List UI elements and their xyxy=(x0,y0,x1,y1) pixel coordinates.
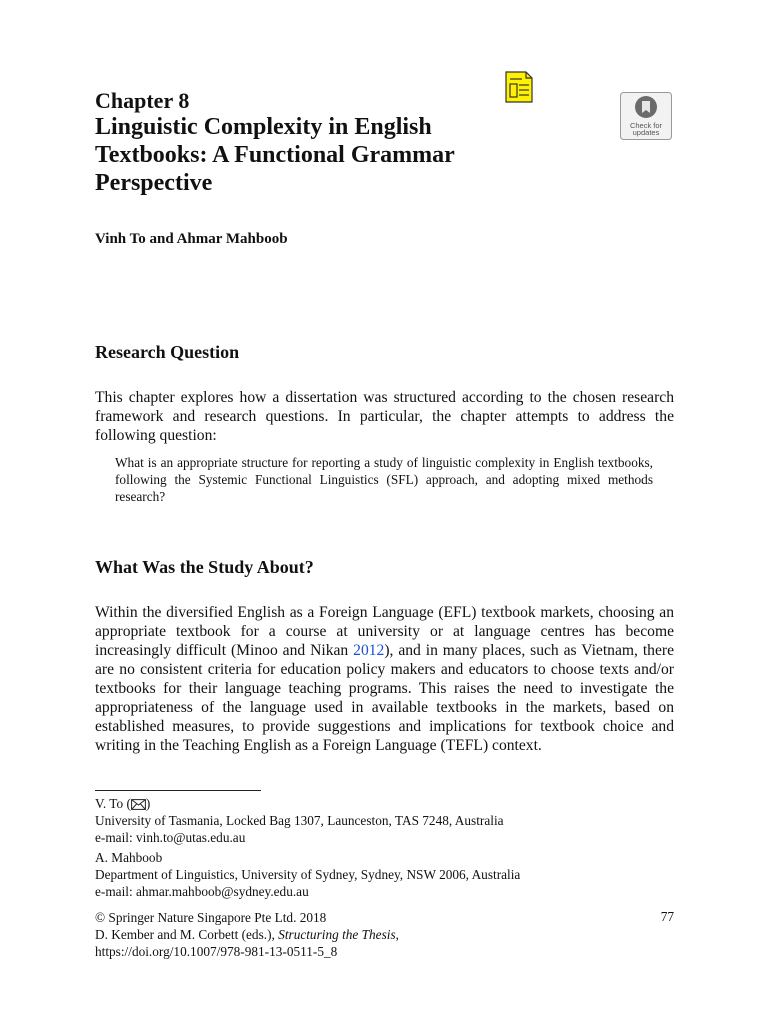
copyright: © Springer Nature Singapore Pte Ltd. 2018 xyxy=(95,910,327,925)
chapter-title: Linguistic Complexity in English Textbooks: A Functional Grammar Perspective xyxy=(95,114,455,196)
research-question-quote: What is an appropriate structure for reporting a study of linguistic complexity in English textbooks, following the Systemic Functional Linguistics (SFL) approach, and adopting mixed methods research? xyxy=(115,455,653,504)
study-about-paragraph xyxy=(95,603,674,755)
badge-line2: updates xyxy=(632,128,660,137)
doi-link[interactable]: https://doi.org/10.1007/978-981-13-0511-5_8 xyxy=(95,944,338,959)
author-name-to: V. To ( ) xyxy=(95,796,151,811)
footnote-divider xyxy=(95,790,261,791)
institution-to: University of Tasmania, Locked Bag 1307, Launceston, TAS 7248, Australia xyxy=(95,813,504,828)
footer xyxy=(95,909,399,960)
email-mahboob[interactable]: e-mail: ahmar.mahboob@sydney.edu.au xyxy=(95,884,309,899)
heading-research-question: Research Question xyxy=(95,342,240,362)
note-icon[interactable] xyxy=(504,70,534,104)
book-title: Structuring the Thesis xyxy=(278,927,396,942)
author-name-mahboob: A. Mahboob xyxy=(95,850,163,865)
book-citation: D. Kember and M. Corbett (eds.), Structuring the Thesis, xyxy=(95,927,399,942)
heading-study-about: What Was the Study About? xyxy=(95,557,314,577)
page-number: 77 xyxy=(660,909,674,924)
envelope-icon[interactable] xyxy=(131,799,146,810)
email-to[interactable]: e-mail: vinh.to@utas.edu.au xyxy=(95,830,246,845)
authors: Vinh To and Ahmar Mahboob xyxy=(95,231,288,247)
study-about-text-2: ), and in many places, such as Vietnam, there are no consistent criteria for education policy makers and educators to choose texts and/or textbooks for their language teaching programs. This raises the need to investigate the appropriateness of the language used in available textbooks in the markets, based on established measures, to provide suggestions and implications for textbook choice and writing in the Teaching English as a Foreign Language (TEFL) context. xyxy=(95,642,674,754)
affiliation-mahboob xyxy=(95,849,520,900)
research-question-paragraph: This chapter explores how a dissertation was structured according to the chosen research framework and research questions. In particular, the chapter attempts to address the following question: xyxy=(95,389,674,444)
check-for-updates-badge[interactable] xyxy=(620,92,672,140)
badge-line1: Check for xyxy=(629,121,663,130)
study-about-text-1: Within the diversified English as a Foreign Language (EFL) textbook markets, choosing an appropriate textbook for a course at university or at language centres has become increasingly difficult (Minoo and Nikan xyxy=(95,604,674,659)
citation-link[interactable]: 2012 xyxy=(353,642,385,659)
chapter-label: Chapter 8 xyxy=(95,88,190,113)
affiliation-to xyxy=(95,795,504,846)
institution-mahboob: Department of Linguistics, University of Sydney, Sydney, NSW 2006, Australia xyxy=(95,867,521,882)
bookmark-icon xyxy=(620,92,672,140)
